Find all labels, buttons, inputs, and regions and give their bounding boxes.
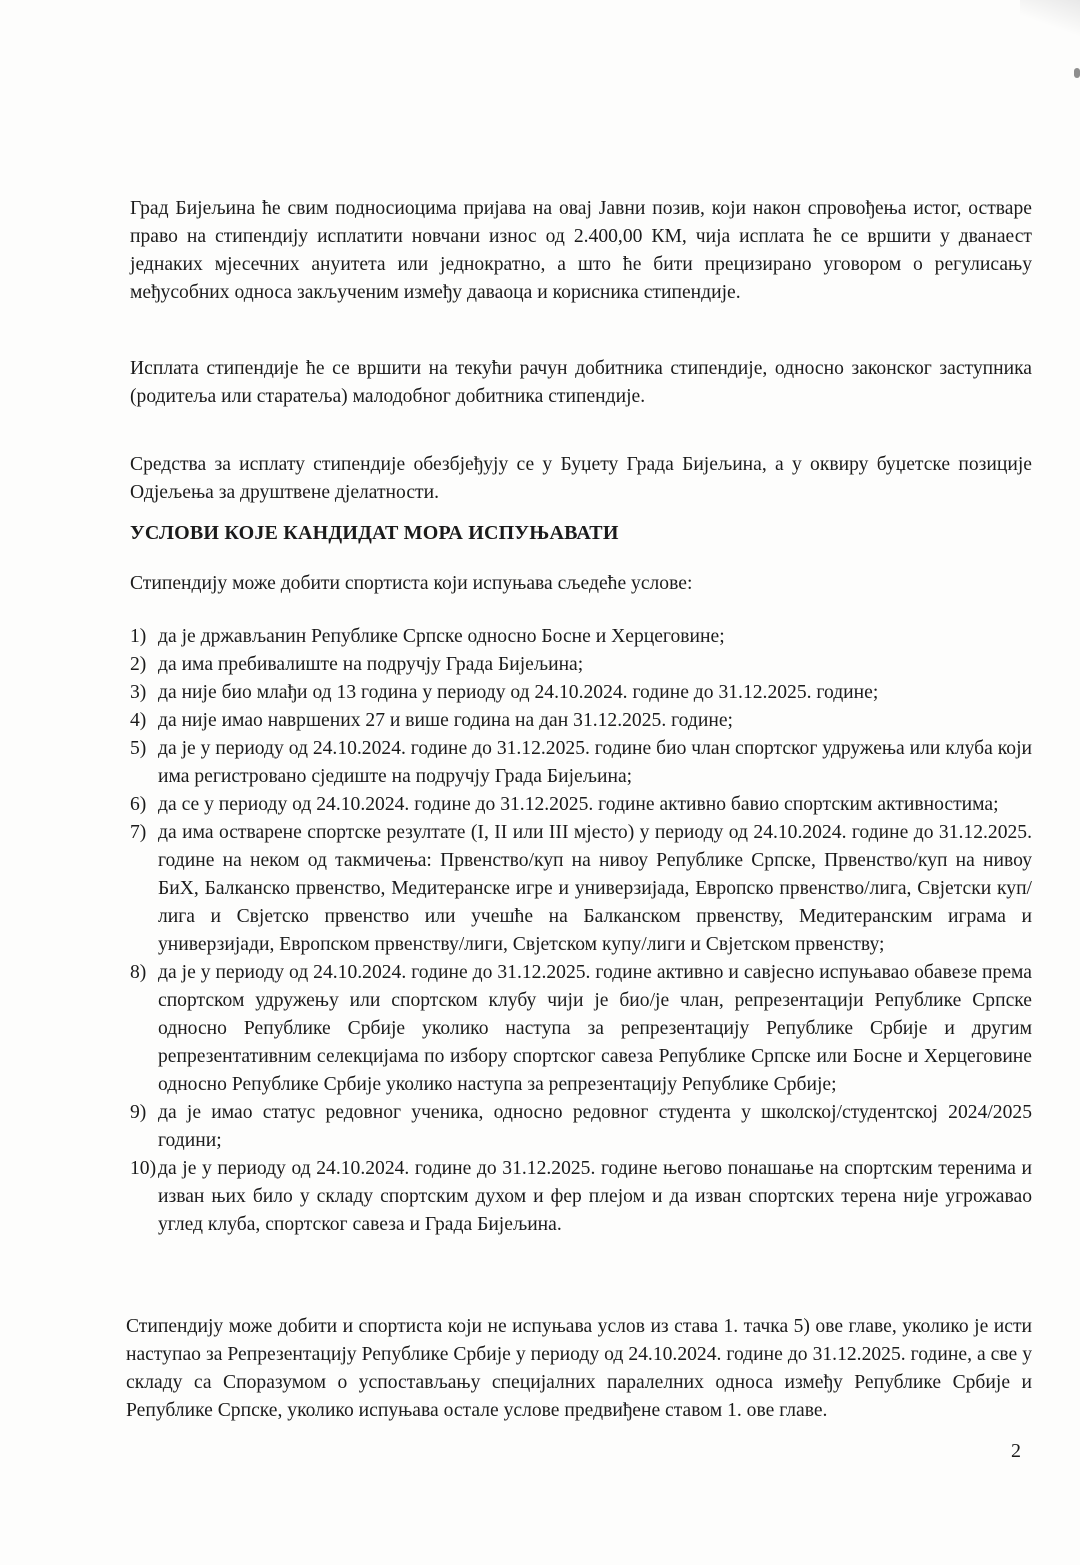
conditions-heading: УСЛОВИ КОЈЕ КАНДИДАТ МОРА ИСПУЊАВАТИ xyxy=(130,522,619,544)
condition-number: 3) xyxy=(130,682,147,703)
condition-text: да није био млађи од 13 година у периоду од 24.10.2024. године до 31.12.2025. године; xyxy=(158,682,879,703)
condition-text: да има остварене спортске резултате (I, II или III мјесто) у периоду од 24.10.2024. године до 31.12.2025. године на неком од такмичења: Првенство/куп на нивоу Републике Српске, Првенство/куп на нивоу БиХ, Балканско првенство, Медитеранске игре и универзијада, Европско првенство/лига, Свјетски куп/ лига и Свјетско првенство или учешће на Балканском првенству, Медитеранским играма и универзијади, Европском првенству/лиги, Свјетском купу/лиги и Свјетском првенству; xyxy=(158,822,1032,955)
paragraph-payment-account: Исплата стипендије ће се вршити на текући рачун добитника стипендије, односно законског заступника (родитеља или старатеља) малодобног добитника стипендије. xyxy=(130,358,1032,407)
condition-number: 10) xyxy=(130,1158,157,1179)
condition-item xyxy=(130,651,1032,679)
condition-item xyxy=(130,1155,1032,1239)
paragraph-funding: Средства за исплату стипендије обезбјеђују се у Буџету Града Бијељина, а у оквиру буџетске позиције Одјељења за друштвене дјелатности. xyxy=(130,454,1032,503)
condition-item xyxy=(130,735,1032,791)
condition-number: 1) xyxy=(130,626,147,647)
paragraph-closing: Стипендију може добити и спортиста који не испуњава услов из става 1. тачка 5) ове главе, уколико је исти наступао за Репрезентацију Републике Србије у периоду од 24.10.2024. године до 31.12.2025. године, а све у складу са Споразумом о успостављању специјалних паралелних односа између Републике Србије и Републике Српске, уколико испуњава остале услове предвиђене ставом 1. ове главе. xyxy=(126,1316,1032,1421)
condition-number: 5) xyxy=(130,738,147,759)
paragraph-payment-amount: Град Бијељина ће свим подносиоцима пријава на овај Јавни позив, који након спровођења истог, остваре право на стипендију исплатити новчани износ од 2.400,00 КМ, чија исплата ће се вршити у дванаест једнаких мјесечних ануитета или једнократно, а што ће бити прецизирано уговором о регулисању међусобних односа закљученим између даваоца и корисника стипендије. xyxy=(130,198,1032,303)
condition-number: 2) xyxy=(130,654,147,675)
conditions-intro: Стипендију може добити спортиста који испуњава сљедеће услове: xyxy=(130,573,693,594)
page-number: 2 xyxy=(1011,1440,1021,1462)
condition-item xyxy=(130,791,1032,819)
condition-text: да је држављанин Републике Српске односно Босне и Херцеговине; xyxy=(158,626,725,647)
condition-number: 6) xyxy=(130,794,147,815)
condition-number: 8) xyxy=(130,962,147,983)
conditions-list xyxy=(130,623,1032,1239)
scan-shadow xyxy=(1020,0,1080,40)
condition-item xyxy=(130,959,1032,1099)
condition-text: да није имао навршених 27 и више година на дан 31.12.2025. године; xyxy=(158,710,733,731)
condition-text: да се у периоду од 24.10.2024. године до 31.12.2025. године активно бавио спортским активностима; xyxy=(158,794,999,815)
condition-item xyxy=(130,1099,1032,1155)
condition-item xyxy=(130,679,1032,707)
condition-text: да је у периоду од 24.10.2024. године до 31.12.2025. године био члан спортског удружења или клуба који има регистровано сједиште на подручју Града Бијељина; xyxy=(158,738,1032,787)
condition-number: 7) xyxy=(130,822,147,843)
condition-item xyxy=(130,623,1032,651)
condition-text: да има пребивалиште на подручју Града Бијељина; xyxy=(158,654,584,675)
scan-artifact-mark xyxy=(1074,68,1080,78)
condition-text: да је имао статус редовног ученика, односно редовног студента у школској/студентској 2024/2025 години; xyxy=(158,1102,1032,1151)
condition-number: 4) xyxy=(130,710,147,731)
condition-item xyxy=(130,819,1032,959)
condition-text: да је у периоду од 24.10.2024. године до 31.12.2025. године његово понашање на спортским теренима и изван њих било у складу спортским духом и фер плејом и да изван спортских терена није угрожавао углед клуба, спортског савеза и Града Бијељина. xyxy=(158,1158,1032,1235)
condition-item xyxy=(130,707,1032,735)
condition-number: 9) xyxy=(130,1102,147,1123)
condition-text: да је у периоду од 24.10.2024. године до 31.12.2025. године активно и савјесно испуњавао обавезе према спортском удружењу или спортском клубу чији је био/је члан, репрезентацији Републике Српске односно Републике Србије уколико наступа за репрезентацију Републике Србије и другим репрезентативним селекцијама по избору спортског савеза Републике Српске или Босне и Херцеговине односно Републике Србије уколико наступа за репрезентацију Републике Србије; xyxy=(158,962,1032,1095)
